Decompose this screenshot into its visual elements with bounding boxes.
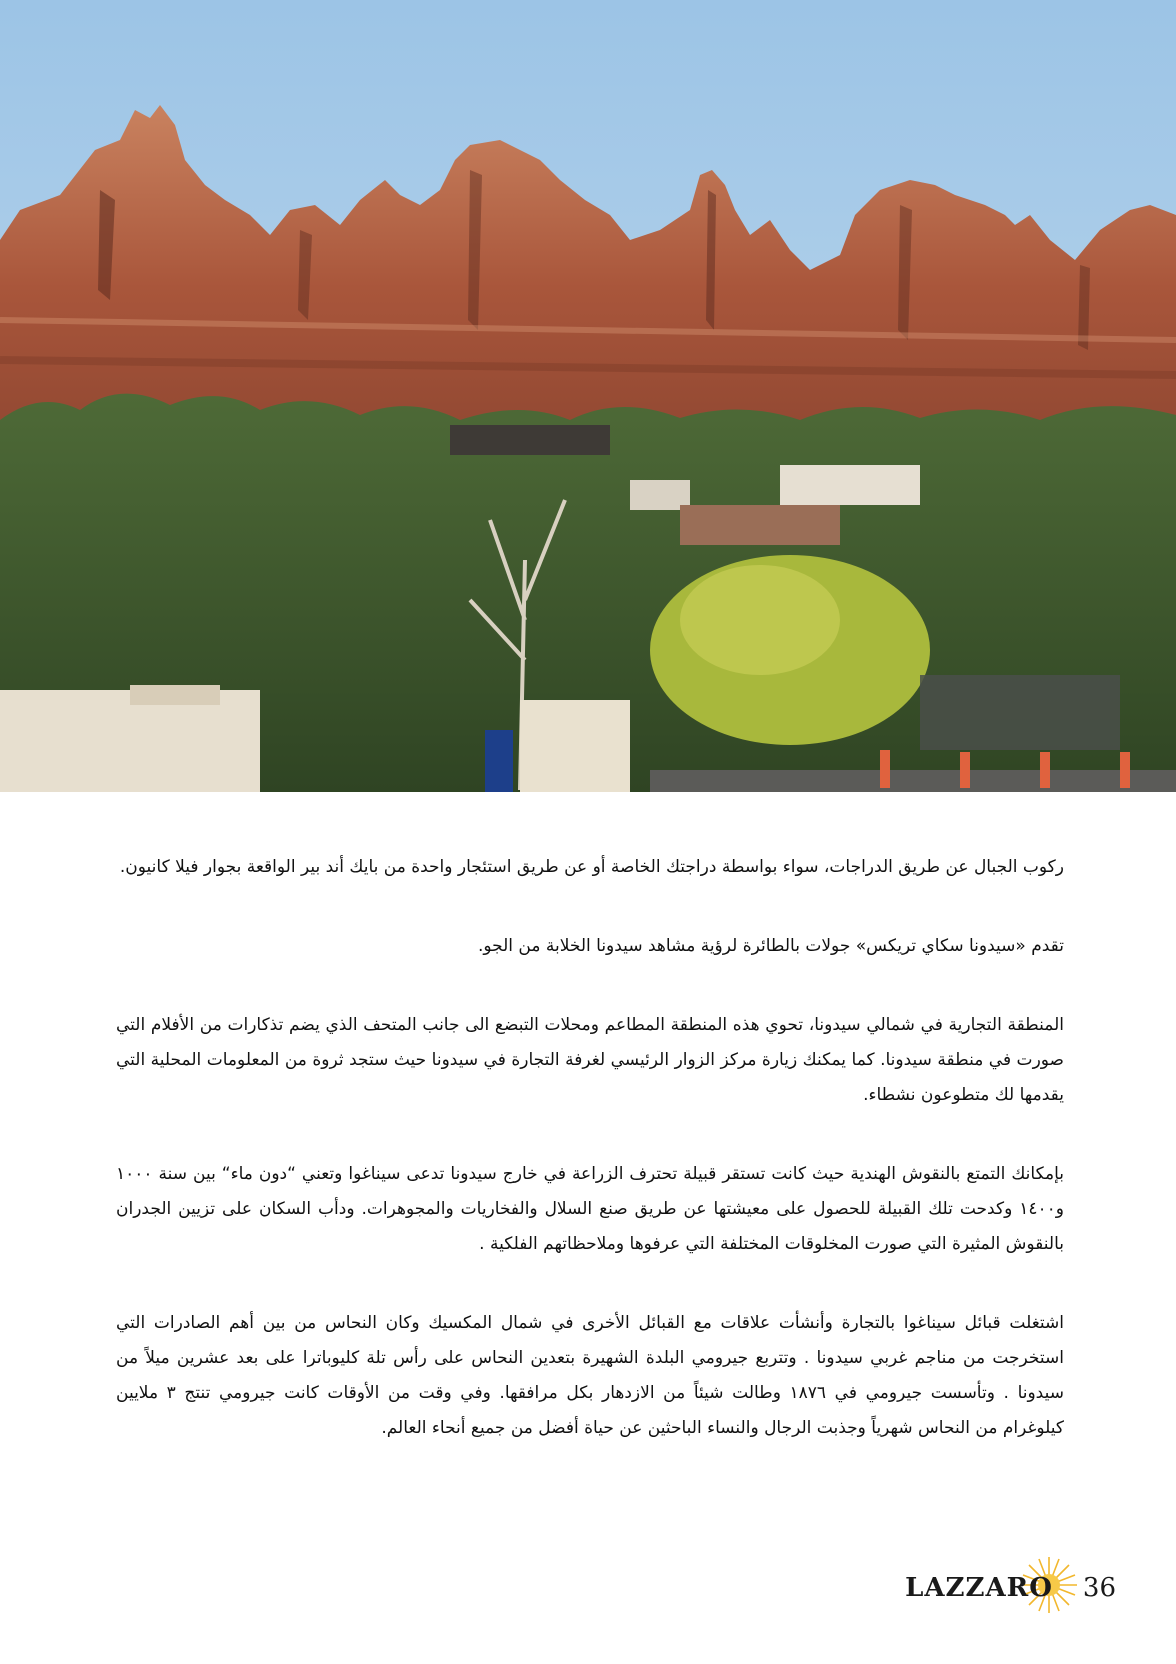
paragraph-mountain-biking: ركوب الجبال عن طريق الدراجات، سواء بواسطة دراجتك الخاصة أو عن طريق استئجار واحدة من بايك أند بير الواقعة بجوار فيلا كانيون. [119,857,1064,877]
article-body [116,850,1064,1490]
brand-name: LAZZARO [905,1573,1053,1603]
paragraph-uptown-district: المنطقة التجارية في شمالي سيدونا، تحوي هذه المنطقة المطاعم ومحلات التبضع الى جانب المتحف الذي يضم تذكارات من الأفلام التي صورت في منطقة سيدونا. كما يمكنك زيارة مركز الزوار الرئيسي لغرفة التجارة في سيدونا حيث ستجد ثروة من المعلومات المحلية التي يقدمها لك متطوعون نشطاء. [116,1015,1064,1105]
paragraph-jerome-copper: اشتغلت قبائل سيناغوا بالتجارة وأنشأت علاقات مع القبائل الأخرى في شمال المكسيك وكان النحاس من بين أهم الصادرات التي استخرجت من مناجم غربي سيدونا . وتتربع جيرومي البلدة الشهيرة بتعدين النحاس على رأس تلة كليوباترا على بعد عشرين ميلاً من سيدونا . وتأسست جيرومي في ١٨٧٦ وطالت شيئاً من الازدهار بكل مرافقها. وفي وقت من الأوقات كانت جيرومي تنتج ٣ ملايين كيلوغرام من النحاس شهرياً وجذبت الرجال والنساء الباحثين عن حياة أفضل من جميع أنحاء العالم. [116,1313,1064,1438]
paragraph-sinagua-petroglyphs: بإمكانك التمتع بالنقوش الهندية حيث كانت تستقر قبيلة تحترف الزراعة في خارج سيدونا تدعى سيناغوا وتعني “دون ماء“ بين سنة ١٠٠٠ و١٤٠٠ وكدحت تلك القبيلة للحصول على معيشتها عن طريق صنع السلال والفخاريات والمجوهرات. ودأب السكان على تزيين الجدران بالنقوش المثيرة التي صورت المخلوقات المختلفة التي عرفوها وملاحظاتهم الفلكية . [116,1164,1064,1254]
paragraph-sky-treks: تقدم «سيدونا سكاي تريكس» جولات بالطائرة لرؤية مشاهد سيدونا الخلابة من الجو. [477,936,1064,956]
page-number: 36 [1082,1573,1116,1603]
photo-illustration [0,0,1176,792]
brand-logo [905,1573,1053,1603]
landscape-photo [0,0,1176,792]
page-footer [905,1558,1116,1618]
